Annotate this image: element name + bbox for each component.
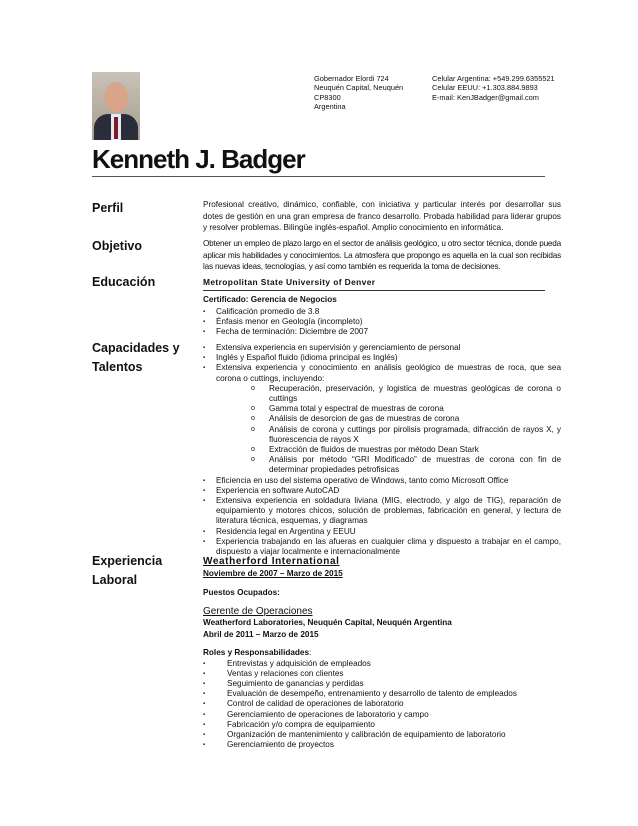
list-item: ▪ Énfasis menor en Geología (incompleto) (203, 317, 561, 327)
company-name: Weatherford International (203, 556, 340, 567)
list-item: ▪ Organización de mantenimiento y calibración de equipamiento de laboratorio (203, 730, 561, 740)
list-item: ▪ Inglés y Español fluido (idioma principal es Inglés) (203, 353, 561, 363)
address-line: Gobernador Elordi 724 (314, 74, 389, 83)
label-line: Capacidades y (92, 341, 180, 355)
list-item: ▪ Ventas y relaciones con clientes (203, 669, 561, 679)
section-label-perfil: Perfil (92, 201, 124, 215)
positions-heading: Puestos Ocupados: (203, 588, 280, 597)
list-item: ▪ Fecha de terminación: Diciembre de 2007 (203, 327, 561, 337)
email: E-mail: KenJBadger@gmail.com (432, 92, 539, 102)
list-item: o Gamma total y espectral de muestras de corona (203, 404, 561, 414)
list-item: o Recuperación, preservación, y logistica de muestras geológicas de corona o cuttings (203, 384, 561, 404)
phone-usa: Celular EEUU: +1.303.884.9893 (432, 83, 538, 93)
experiencia-section: Weatherford International Noviembre de 2007 – Marzo de 2015 Puestos Ocupados: Gerente de Operaciones Weatherford Laboratories, Neuquén Capital, Neuquén Argentina Abril de 2011 – Marzo de 2015 Roles y Responsabilidades: ▪ Entrevistas y adquisición de empleados ▪ Ventas y relaciones con clientes ▪ Seguimiento de ganancias y perdidas ▪ Evaluación de desempeño, entrenamiento y desarrollo de talento de empleados ▪ Control de calidad de operaciones de laboratorio ▪ Gerenciamiento de operaciones de laboratorio y campo ▪ Fabricación y/o compra de equipamiento ▪ Organización de mantenimiento y calibración de equipamiento de laboratorio ▪ Gerenciamiento de proyectos (203, 556, 561, 750)
address-line: Argentina (314, 102, 346, 112)
phone-argentina: Celular Argentina: +549.299.6355521 (432, 74, 555, 83)
divider (92, 176, 545, 177)
list-item: ▪ Entrevistas y adquisición de empleados (203, 659, 561, 669)
certificate: Certificado: Gerencia de Negocios (203, 294, 337, 304)
objetivo-text: Obtener un empleo de plazo largo en el sector de análisis geológico, u otro sector técnica, donde pueda aplicar mis habilidades y conocimientos. La atmosfera que propongo es aquella en la cual son recibidas las nuevas ideas, tecnologías, y así como también es requerida la toma de decisiones. (203, 239, 561, 271)
section-label-experiencia (92, 552, 162, 590)
list-item: ▪ Extensiva experiencia y conocimiento en análisis geológico de muestras de roca, que sea corona o cuttings, incluyendo: (203, 363, 561, 383)
list-item: ▪ Gerenciamiento de proyectos (203, 740, 561, 750)
employment-dates: Noviembre de 2007 – Marzo de 2015 (203, 568, 343, 578)
list-item: ▪ Experiencia en software AutoCAD (203, 486, 561, 496)
list-item: ▪ Residencia legal en Argentina y EEUU (203, 527, 561, 537)
section-label-educacion: Educación (92, 275, 156, 289)
label-line: Laboral (92, 573, 138, 587)
university-name: Metropolitan State University of Denver (203, 277, 545, 291)
roles-heading: Roles y Responsabilidades (203, 648, 310, 657)
position-dates: Abril de 2011 – Marzo de 2015 (203, 629, 319, 639)
profile-photo (92, 72, 140, 140)
list-item: ▪ Calificación promedio de 3.8 (203, 307, 561, 317)
list-item: o Análisis de corona y cuttings por pirolisis programada, difracción de rayos X, y fluorescencia de rayos X (203, 425, 561, 445)
educacion-section (203, 277, 561, 338)
list-item: ▪ Experiencia trabajando en las afueras en cualquier clima y dispuesto a trabajar en el campo, dispuesto a viajar localmente e internacionalmente (203, 537, 561, 557)
address-line: CP8300 (314, 92, 341, 102)
phone-block (432, 74, 555, 102)
address-block (314, 74, 403, 112)
section-label-capacidades (92, 339, 180, 377)
position-location: Weatherford Laboratories, Neuquén Capital, Neuquén Argentina (203, 618, 452, 627)
label-line: Experiencia (92, 554, 163, 568)
list-item: o Extracción de fluidos de muestras por método Dean Stark (203, 445, 561, 455)
list-item: ▪ Extensiva experiencia en supervisión y gerenciamiento de personal (203, 343, 561, 353)
list-item: ▪ Evaluación de desempeño, entrenamiento y desarrollo de talento de empleados (203, 689, 561, 699)
position-title: Gerente de Operaciones (203, 605, 313, 617)
label-line: Talentos (92, 360, 143, 374)
candidate-name: Kenneth J. Badger (92, 144, 305, 174)
list-item: ▪ Eficiencia en uso del sistema operativo de Windows, tanto como Microsoft Office (203, 476, 561, 486)
roles-list (203, 659, 561, 751)
address-line: Neuquén Capital, Neuquén (314, 83, 404, 93)
perfil-text: Profesional creativo, dinámico, confiable, con iniciativa y particular interés por desarrollar sus dotes de gestión en una gran empresa de franco desarrollo. Probada habilidad para liderar grupos y resolver problemas. Bilingüe inglés-español. Amplio conocimiento en informática. (203, 200, 561, 232)
list-item: o Análisis de desorcion de gas de muestras de corona (203, 414, 561, 424)
list-item: ▪ Control de calidad de operaciones de laboratorio (203, 699, 561, 709)
education-list (203, 307, 561, 338)
list-item: o Análisis por método “GRI Modificado” de muestras de corona con fin de determinar propiedades petrofisicas (203, 455, 561, 475)
list-item: ▪ Fabricación y/o compra de equipamiento (203, 720, 561, 730)
section-label-objetivo: Objetivo (92, 239, 143, 253)
list-item: ▪ Extensiva experiencia en soldadura liviana (MIG, electrodo, y algo de TIG), reparación de equipamiento y motores chicos, solución de problemas, fabricación en general, y lectura de literatura técnica, esquemas, y diagramas (203, 496, 561, 527)
skills-list (203, 343, 561, 557)
capacidades-section (203, 343, 561, 557)
list-item: ▪ Gerenciamiento de operaciones de laboratorio y campo (203, 710, 561, 720)
list-item: ▪ Seguimiento de ganancias y perdidas (203, 679, 561, 689)
